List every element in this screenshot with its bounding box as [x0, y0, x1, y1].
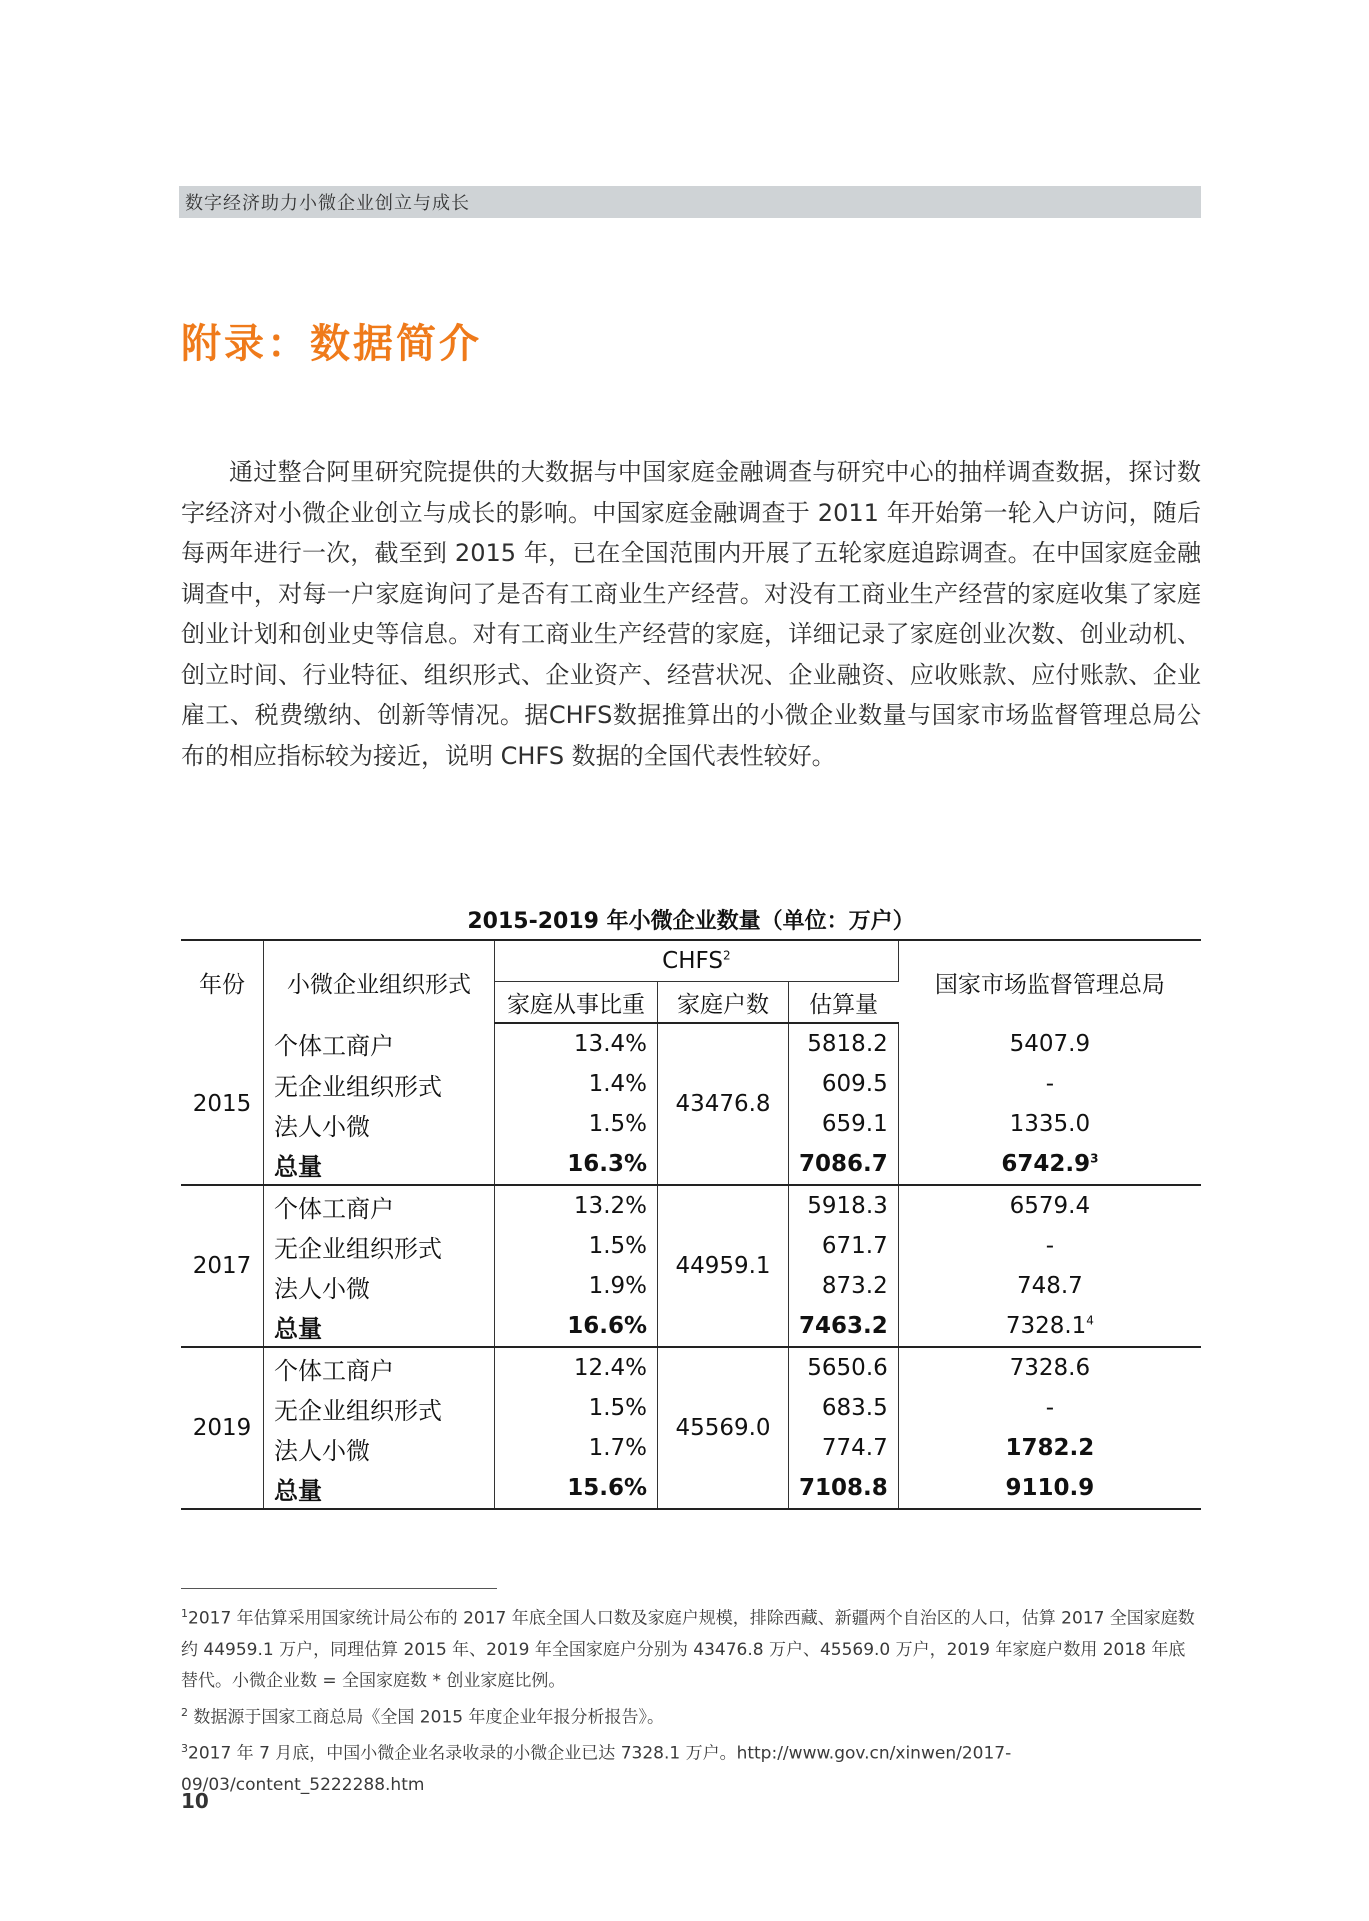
estimate-cell: 5918.3	[789, 1185, 899, 1226]
body-paragraph: 通过整合阿里研究院提供的大数据与中国家庭金融调查与研究中心的抽样调查数据，探讨数字经济对小微企业创立与成长的影响。中国家庭金融调查于 2011 年开始第一轮入户访问，随后每两年进行一次，截至到 2015 年，已在全国范围内开展了五轮家庭追踪调查。在中国家庭金融调查中，对每一户家庭询问了是否有工商业生产经营。对没有工商业生产经营的家庭收集了家庭创业计划和创业史等信息。对有工商业生产经营的家庭，详细记录了家庭创业次数、创业动机、创立时间、行业特征、组织形式、企业资产、经营状况、企业融资、应收账款、应付账款、企业雇工、税费缴纳、创新等情况。据CHFS数据推算出的小微企业数量与国家市场监督管理总局公布的相应指标较为接近，说明 CHFS 数据的全国代表性较好。	[181, 458, 1201, 770]
ratio-cell: 1.7%	[495, 1428, 658, 1468]
estimate-cell: 7108.8	[789, 1468, 899, 1509]
footnote-marker: 3	[1090, 1151, 1099, 1166]
table-row	[181, 1185, 1201, 1226]
table-row	[181, 1023, 1201, 1064]
form-cell: 法人小微	[264, 1266, 495, 1306]
estimate-cell: 774.7	[789, 1428, 899, 1468]
ratio-cell: 15.6%	[495, 1468, 658, 1509]
header-ratio: 家庭从事比重	[495, 982, 658, 1024]
footnote-mark: 1	[181, 1607, 188, 1620]
footnote	[181, 1697, 1201, 1734]
form-cell: 法人小微	[264, 1104, 495, 1144]
year-cell: 2017	[181, 1185, 264, 1347]
smr-cell: 7328.1$^4$	[1005, 1313, 1094, 1339]
footnote-mark: 2	[181, 1705, 188, 1719]
estimate-cell: 683.5	[789, 1388, 899, 1428]
year-cell: 2019	[181, 1347, 264, 1509]
header-year: 年份	[181, 940, 264, 1023]
header-form: 小微企业组织形式	[264, 940, 495, 1023]
ratio-cell: 1.5%	[495, 1104, 658, 1144]
header-smr: 国家市场监督管理总局	[898, 940, 1201, 1023]
form-cell: 总量	[264, 1144, 495, 1185]
households-cell: 44959.1	[658, 1185, 789, 1347]
ratio-cell: 13.2%	[495, 1185, 658, 1226]
form-cell: 无企业组织形式	[264, 1064, 495, 1104]
ratio-cell: 16.3%	[495, 1144, 658, 1185]
estimate-cell: 7463.2	[789, 1306, 899, 1347]
table-caption: 2015-2019 年小微企业数量（单位：万户）	[467, 909, 915, 934]
smr-cell: -	[1045, 1395, 1055, 1421]
page-title: 附录：数据简介	[181, 321, 482, 367]
estimate-cell: 5818.2	[789, 1023, 899, 1064]
footnote-mark: 3	[181, 1742, 188, 1756]
smr-cell: 1335.0	[1009, 1111, 1091, 1137]
households-cell: 43476.8	[658, 1023, 789, 1185]
ratio-cell: 1.4%	[495, 1064, 658, 1104]
smr-cell: 1782.2	[1005, 1435, 1095, 1461]
smr-cell: 6579.4	[1009, 1193, 1091, 1219]
smr-cell: -	[1045, 1071, 1055, 1097]
form-cell: 个体工商户	[264, 1185, 495, 1226]
table-row	[181, 1347, 1201, 1388]
ratio-cell: 16.6%	[495, 1306, 658, 1347]
estimate-cell: 873.2	[789, 1266, 899, 1306]
estimate-cell: 659.1	[789, 1104, 899, 1144]
ratio-cell: 13.4%	[495, 1023, 658, 1064]
estimate-cell: 671.7	[789, 1226, 899, 1266]
header-estimate: 估算量	[789, 982, 899, 1024]
form-cell: 总量	[264, 1468, 495, 1509]
form-cell: 个体工商户	[264, 1023, 495, 1064]
ratio-cell: 1.9%	[495, 1266, 658, 1306]
estimate-cell: 5650.6	[789, 1347, 899, 1388]
smr-cell: 748.7	[1016, 1273, 1083, 1299]
smr-cell: 5407.9	[1009, 1030, 1091, 1057]
footnote-text: 2017 年 7 月底，中国小微企业名录收录的小微企业已达 7328.1 万户。http://www.gov.cn/xinwen/2017-09/03/content_5222288.htm	[181, 1743, 1012, 1795]
smr-cell: -	[1045, 1233, 1055, 1259]
data-table	[181, 939, 1201, 1510]
year-cell: 2015	[181, 1023, 264, 1185]
header-households: 家庭户数	[658, 982, 789, 1024]
ratio-cell: 1.5%	[495, 1226, 658, 1266]
footnote-text: 2017 年估算采用国家统计局公布的 2017 年底全国人口数及家庭户规模，排除西藏、新疆两个自治区的人口，估算 2017 全国家庭数约 44959.1 万户，同理估算 2015 年、2019 年全国家庭户分别为 43476.8 万户、45569.0 万户，2019 年家庭户数用 2018 年底替代。小微企业数 = 全国家庭数 * 创业家庭比例。	[181, 1608, 1195, 1691]
footnote	[181, 1733, 1201, 1801]
year-group	[181, 1185, 1201, 1347]
footnote-divider	[181, 1588, 497, 1589]
ratio-cell: 12.4%	[495, 1347, 658, 1388]
form-cell: 个体工商户	[264, 1347, 495, 1388]
footnote-text: 数据源于国家工商总局《全国 2015 年度企业年报分析报告》。	[188, 1707, 664, 1728]
estimate-cell: 609.5	[789, 1064, 899, 1104]
estimate-cell: 7086.7	[789, 1144, 899, 1185]
smr-cell: 7328.6	[1009, 1355, 1091, 1381]
smr-cell: 6742.9$^3$	[1001, 1151, 1099, 1177]
form-cell: 无企业组织形式	[264, 1388, 495, 1428]
form-cell: 无企业组织形式	[264, 1226, 495, 1266]
body-text	[181, 452, 1201, 776]
footnote	[181, 1598, 1201, 1697]
smr-cell: 9110.9	[1005, 1475, 1095, 1501]
running-header	[179, 186, 1201, 218]
footnote-marker: 4	[1086, 1313, 1094, 1328]
header-chfs: CHFS$^2$	[495, 940, 899, 982]
form-cell: 总量	[264, 1306, 495, 1347]
ratio-cell: 1.5%	[495, 1388, 658, 1428]
form-cell: 法人小微	[264, 1428, 495, 1468]
households-cell: 45569.0	[658, 1347, 789, 1509]
year-group	[181, 1023, 1201, 1185]
running-title: 数字经济助力小微企业创立与成长	[185, 193, 470, 214]
footnotes	[181, 1598, 1201, 1801]
page-number: 10	[181, 1789, 209, 1813]
year-group	[181, 1347, 1201, 1509]
